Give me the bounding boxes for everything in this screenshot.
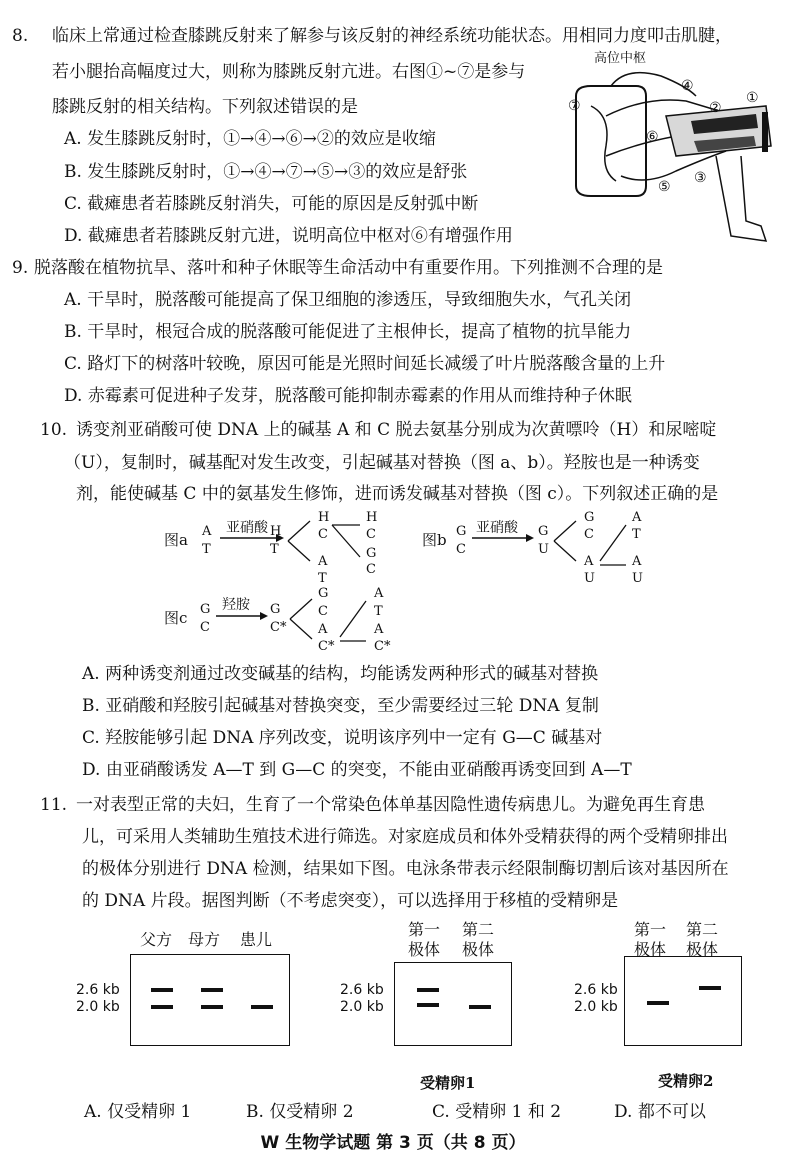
fig-a-base-H: H xyxy=(270,524,282,539)
gel1-band-child-20 xyxy=(251,1005,273,1009)
fig-c-G2: G xyxy=(270,602,281,617)
gel3-head-first: 第一 极体 xyxy=(634,920,667,959)
fig-c-G: G xyxy=(200,602,211,617)
fig-b-A: A xyxy=(584,554,594,569)
efferent-nerve-5 xyxy=(621,151,726,180)
gray-matter xyxy=(591,106,616,181)
marker-2: ② xyxy=(709,100,722,116)
marker-1: ① xyxy=(746,90,759,106)
gel2-head-second: 第二 极体 xyxy=(462,920,495,959)
fig-b-G2: G xyxy=(538,524,549,539)
lower-leg xyxy=(716,156,766,241)
fig-a-C2: C xyxy=(366,527,376,542)
fig-c-A: A xyxy=(318,622,328,637)
q8-option-b: B. 发生膝跳反射时，①→④→⑦→⑤→③的效应是舒张 xyxy=(64,162,468,182)
higher-center-label: 高位中枢 xyxy=(594,51,647,66)
fig-c-branch-down xyxy=(290,619,312,639)
fig-c-agent: 羟胺 xyxy=(222,597,250,613)
q10-option-a: A. 两种诱变剂通过改变碱基的结构，均能诱发两种形式的碱基对替换 xyxy=(82,664,599,684)
fig-c-Cstar: C* xyxy=(270,620,287,635)
q8-option-d: D. 截瘫患者若膝跳反射亢进，说明高位中枢对⑥有增强作用 xyxy=(64,226,513,246)
gel1-band-mother-26 xyxy=(201,988,223,992)
reflex-hammer xyxy=(762,112,768,152)
fig-a-T: T xyxy=(318,571,327,586)
fig-a-agent: 亚硝酸 xyxy=(226,520,268,536)
gel2-caption: 受精卵1 xyxy=(420,1074,476,1092)
q10-stem-line-2: （U），复制时，碱基配对发生改变，引起碱基对替换（图 a、b）。羟胺也是一种诱变 xyxy=(64,453,700,473)
gel2-kb-low: 2.0 kb xyxy=(340,999,384,1015)
q11-number: 11. xyxy=(40,795,68,815)
gel3-head-second: 第二 极体 xyxy=(686,920,719,959)
q10-number: 10. xyxy=(40,420,68,440)
gel3-box xyxy=(624,956,742,1046)
q11-stem-line-1: 一对表型正常的夫妇，生育了一个常染色体单基因隐性遗传病患儿。为避免再生育患 xyxy=(76,795,705,815)
marker-6: ⑥ xyxy=(646,129,659,145)
gel1-band-father-20 xyxy=(151,1005,173,1009)
q11-option-b: B. 仅受精卵 2 xyxy=(246,1102,354,1122)
fig-b-agent: 亚硝酸 xyxy=(476,520,518,536)
gel1-kb-low: 2.0 kb xyxy=(76,999,120,1015)
gel2-kb-high: 2.6 kb xyxy=(340,982,384,998)
q10-stem-line-3: 剂，能使碱基 C 中的氨基发生修饰，进而诱发碱基对替换（图 c）。下列叙述正确的是 xyxy=(76,484,719,504)
fig-b-U2: U xyxy=(584,571,595,586)
q11-option-c: C. 受精卵 1 和 2 xyxy=(432,1102,562,1122)
q10-option-d: D. 由亚硝酸诱发 A—T 到 G—C 的突变，不能由亚硝酸再诱变回到 A—T xyxy=(82,760,632,780)
gel2-band-first-26 xyxy=(417,988,439,992)
marker-4: ④ xyxy=(681,78,694,94)
fig-c-G3: G xyxy=(318,586,329,601)
fig-b-G: G xyxy=(456,524,467,539)
gel3-band-second-26 xyxy=(699,986,721,990)
fig-a-branch-up xyxy=(288,521,310,541)
q8-stem-line-2: 若小腿抬高幅度过大，则称为膝跳反射亢进。右图①~⑦是参与 xyxy=(52,62,526,82)
fig-c-arrowhead xyxy=(260,612,268,620)
gel2-band-second-20 xyxy=(469,1005,491,1009)
mutation-diagrams xyxy=(160,505,660,655)
fig-c-Cstar3: C* xyxy=(374,639,391,654)
fig-b-label: 图b xyxy=(422,531,447,549)
fig-a-arrow-3 xyxy=(332,525,360,557)
knee-reflex-diagram xyxy=(566,46,780,246)
fig-c-Cstar2: C* xyxy=(318,639,335,654)
fig-c-A3: A xyxy=(374,622,384,637)
q9-stem: 脱落酸在植物抗旱、落叶和种子休眠等生命活动中有重要作用。下列推测不合理的是 xyxy=(34,258,663,278)
fig-b-arrow-2 xyxy=(600,525,626,561)
q9-option-a: A. 干旱时，脱落酸可能提高了保卫细胞的渗透压，导致细胞失水，气孔关闭 xyxy=(64,290,632,310)
q10-option-c: C. 羟胺能够引起 DNA 序列改变，说明该序列中一定有 G—C 碱基对 xyxy=(82,728,603,748)
q9-number: 9. xyxy=(12,258,29,278)
fig-c-T: T xyxy=(374,604,383,619)
fig-a-branch-down xyxy=(288,541,310,561)
fig-b-C: C xyxy=(456,542,466,557)
fig-c-label: 图c xyxy=(164,609,188,627)
q9-option-c: C. 路灯下的树落叶较晚，原因可能是光照时间延长减缓了叶片脱落酸含量的上升 xyxy=(64,354,666,374)
fig-c-branch-up xyxy=(290,599,312,619)
q11-option-d: D. 都不可以 xyxy=(614,1102,706,1122)
q11-option-a: A. 仅受精卵 1 xyxy=(84,1102,192,1122)
q8-stem-line-1: 临床上常通过检查膝跳反射来了解参与该反射的神经系统功能状态。用相同力度叩击肌腱， xyxy=(52,26,732,46)
fig-a-A: A xyxy=(318,554,328,569)
marker-7: ⑦ xyxy=(568,98,581,114)
fig-b-G3: G xyxy=(584,510,595,525)
q11-stem-line-4: 的 DNA 片段。据图判断（不考虑突变），可以选择用于移植的受精卵是 xyxy=(82,891,619,911)
fig-c-A2: A xyxy=(374,586,384,601)
fig-c-C2: C xyxy=(318,604,328,619)
fig-b-U3: U xyxy=(632,571,643,586)
gel3-band-first-20 xyxy=(647,1001,669,1005)
gel1-band-father-26 xyxy=(151,988,173,992)
gel3-kb-high: 2.6 kb xyxy=(574,982,618,998)
q8-number: 8. xyxy=(12,26,29,46)
fig-a-C: C xyxy=(318,527,328,542)
gel2-head-first: 第一 极体 xyxy=(408,920,441,959)
gel1-head-father: 父方 xyxy=(140,930,173,949)
fig-b-A3: A xyxy=(632,554,642,569)
q8-stem-line-3: 膝跳反射的相关结构。下列叙述错误的是 xyxy=(52,97,358,117)
fig-a-H2: H xyxy=(366,510,378,525)
q8-option-a: A. 发生膝跳反射时，①→④→⑥→②的效应是收缩 xyxy=(64,129,436,149)
q10-stem-line-1: 诱变剂亚硝酸可使 DNA 上的碱基 A 和 C 脱去氨基分别成为次黄嘌呤（H）和尿嘧啶 xyxy=(76,420,717,440)
gel1-box xyxy=(130,954,290,1046)
q8-option-c: C. 截瘫患者若膝跳反射消失，可能的原因是反射弧中断 xyxy=(64,194,479,214)
fig-a-G: G xyxy=(366,546,377,561)
gel1-head-child: 患儿 xyxy=(240,930,273,949)
page-footer: W 生物学试题 第 3 页（共 8 页） xyxy=(260,1133,526,1153)
gel2-box xyxy=(394,962,512,1046)
q9-option-b: B. 干旱时，根冠合成的脱落酸可能促进了主根伸长，提高了植物的抗旱能力 xyxy=(64,322,632,342)
fig-a-H: H xyxy=(318,510,330,525)
q10-option-b: B. 亚硝酸和羟胺引起碱基对替换突变，至少需要经过三轮 DNA 复制 xyxy=(82,696,599,716)
fig-a-label: 图a xyxy=(164,531,188,549)
gel1-head-mother: 母方 xyxy=(188,930,221,949)
fig-b-T: T xyxy=(632,527,641,542)
fig-c-C: C xyxy=(200,620,210,635)
gel1-band-mother-20 xyxy=(201,1005,223,1009)
fig-b-arrowhead xyxy=(526,534,534,542)
gel2-band-first-20 xyxy=(417,1003,439,1007)
q11-stem-line-3: 的极体分别进行 DNA 检测，结果如下图。电泳条带表示经限制酶切割后该对基因所在 xyxy=(82,859,729,879)
fig-c-arrow-2 xyxy=(340,601,366,637)
q11-stem-line-2: 儿，可采用人类辅助生殖技术进行筛选。对家庭成员和体外受精获得的两个受精卵排出 xyxy=(82,827,728,847)
gel3-caption: 受精卵2 xyxy=(658,1072,714,1090)
gel1-kb-high: 2.6 kb xyxy=(76,982,120,998)
q9-option-d: D. 赤霉素可促进种子发芽，脱落酸可能抑制赤霉素的作用从而维持种子休眠 xyxy=(64,386,632,406)
fig-a-base-A: A xyxy=(202,524,212,539)
marker-5: ⑤ xyxy=(658,179,671,195)
fig-b-branch-down xyxy=(554,541,576,561)
marker-3: ③ xyxy=(694,170,707,186)
gel3-kb-low: 2.0 kb xyxy=(574,999,618,1015)
fig-a-C3: C xyxy=(366,562,376,577)
fig-b-C2: C xyxy=(584,527,594,542)
fig-a-base-T2: T xyxy=(270,542,279,557)
fig-b-U: U xyxy=(538,542,549,557)
fig-b-branch-up xyxy=(554,521,576,541)
fig-a-base-T: T xyxy=(202,542,211,557)
fig-b-A2: A xyxy=(632,510,642,525)
